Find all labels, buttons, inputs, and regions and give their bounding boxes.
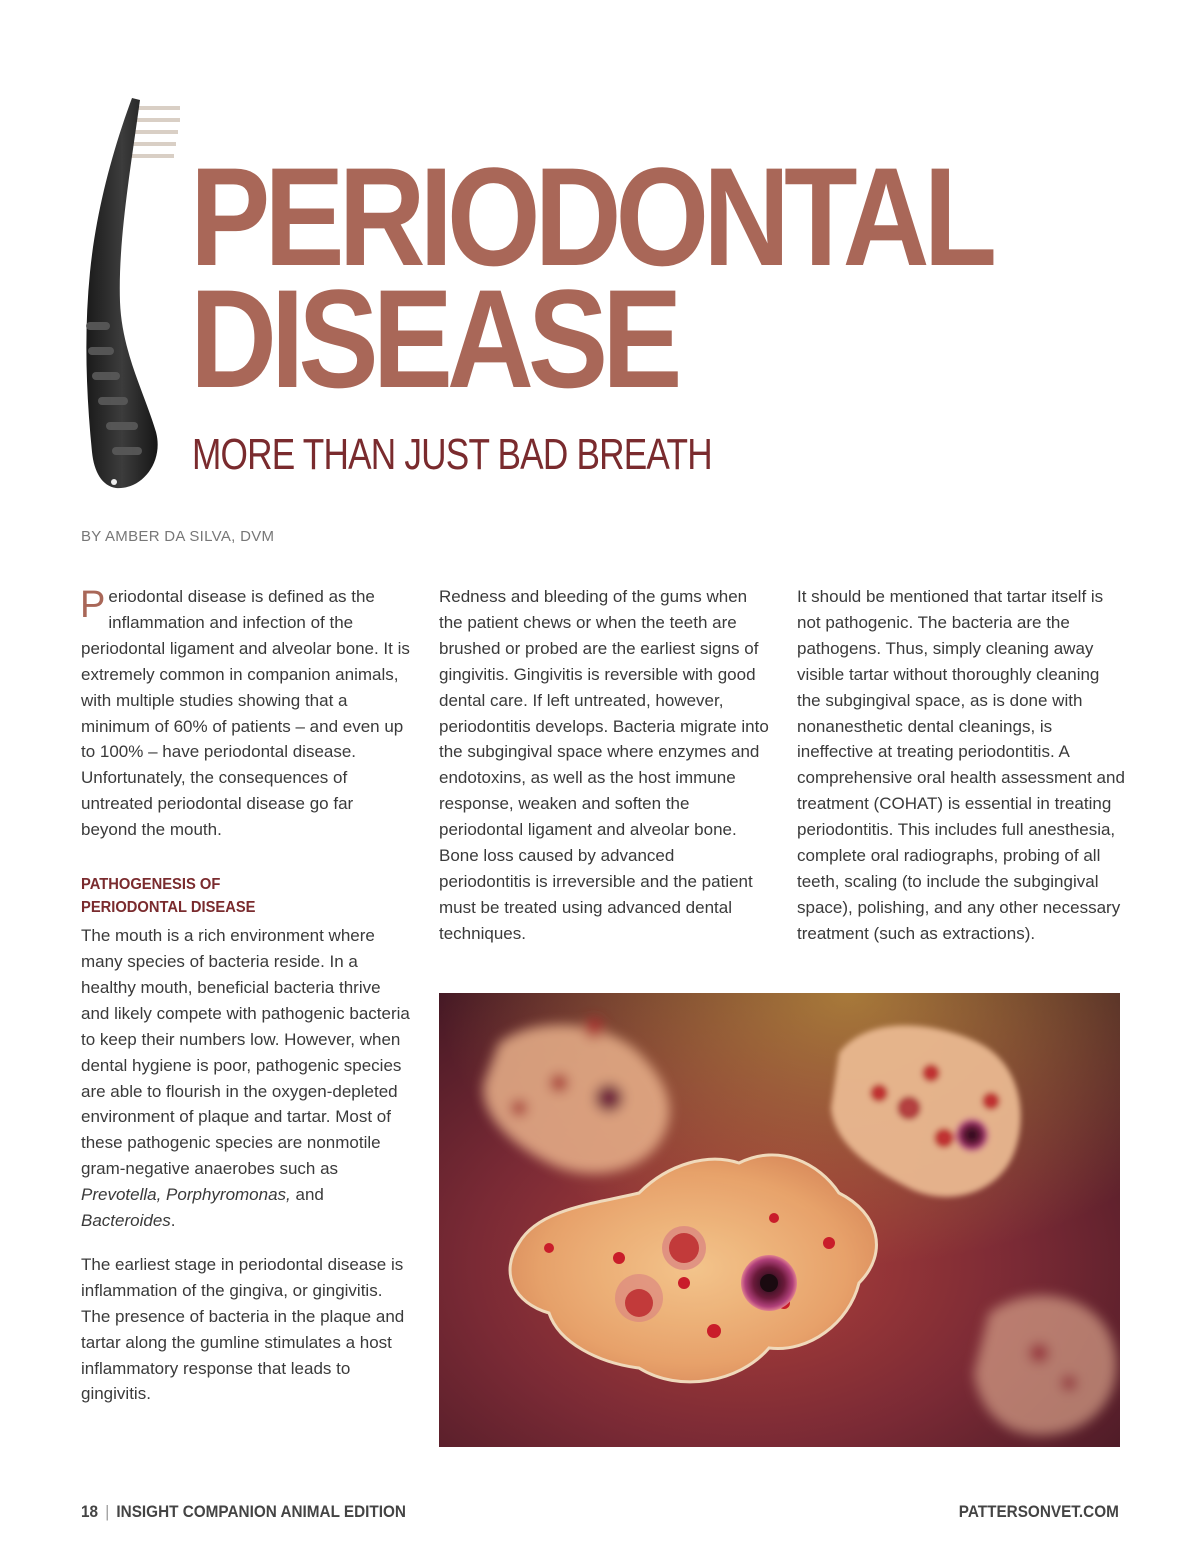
amoeba-illustration	[439, 993, 1120, 1447]
section-heading	[81, 873, 385, 919]
species-names-2: Bacteroides	[81, 1211, 171, 1231]
article-subtitle: MORE THAN JUST BAD BREATH	[192, 430, 712, 479]
pathogenesis-paragraph	[81, 923, 411, 1234]
title-line-1: PERIODONTAL	[190, 138, 992, 295]
intro-text: eriodontal disease is defined as the inflammation and infection of the periodontal ligament and alveolar bone. It is extremely common in companion animals, with multiple studies showing that a minimum of 60% of patients – and even up to 100% – have periodontal disease. Unfortunately, the consequences of untreated periodontal disease go far beyond the mouth.	[81, 587, 410, 840]
gingivitis-paragraph: The earliest stage in periodontal disease is inflammation of the gingiva, or gingivitis. The presence of bacteria in the plaque and tartar along the gumline stimulates a host inflammatory response that leads to gingivitis.	[81, 1254, 405, 1404]
species-names-1: Prevotella, Porphyromonas,	[81, 1185, 291, 1205]
period-text: .	[170, 1211, 176, 1231]
drop-cap: P	[80, 584, 106, 626]
section-heading-line-2: PERIODONTAL DISEASE	[81, 899, 256, 917]
byline: BY AMBER DA SILVA, DVM	[81, 528, 275, 545]
footer-publication	[81, 1502, 406, 1522]
column-1	[81, 584, 411, 1407]
column-3	[797, 584, 1127, 947]
toothbrush-icon	[72, 92, 192, 502]
publication-name: INSIGHT COMPANION ANIMAL EDITION	[116, 1502, 406, 1521]
and-text: and	[290, 1185, 324, 1205]
column-2-paragraph: Redness and bleeding of the gums when the patient chews or when the teeth are brushed or probed are the earliest signs of gingivitis. Gingivitis is reversible with good dental care. If left untreated, however, periodontitis develops. Bacteria migrate into the subgingival space where enzymes and endotoxins, as well as the host immune response, weaken and soften the periodontal ligament and alveolar bone. Bone loss caused by advanced periodontitis is irreversible and the patient must be treated using advanced dental techniques.	[439, 587, 769, 943]
footer-separator: |	[105, 1502, 110, 1521]
title-line-2: DISEASE	[190, 260, 677, 417]
column-3-paragraph: It should be mentioned that tartar itself is not pathogenic. The bacteria are the pathogens. Thus, simply cleaning away visible tartar without thoroughly cleaning the subgingival space, as is done with nonanesthetic dental cleanings, is ineffective at treating periodontitis. A comprehensive oral health assessment and treatment (COHAT) is essential in treating periodontitis. This includes full anesthesia, complete oral radiographs, probing of all teeth, scaling (to include the subgingival space), polishing, and any other necessary treatment (such as extractions).	[797, 587, 1125, 943]
footer-website: PATTERSONVET.COM	[958, 1502, 1119, 1521]
intro-paragraph	[81, 584, 411, 843]
column-2	[439, 584, 769, 947]
page-number: 18	[81, 1502, 99, 1521]
pathogenesis-text: The mouth is a rich environment where many species of bacteria reside. In a healthy mouth, beneficial bacteria thrive and likely compete with pathogenic bacteria to keep their numbers low. However, when dental hygiene is poor, pathogenic species are able to flourish in the oxygen-depleted environment of plaque and tartar. Most of these pathogenic species are nonmotile gram-negative anaerobes such as	[81, 926, 410, 1179]
section-heading-line-1: PATHOGENESIS OF	[81, 876, 221, 894]
article-title	[190, 138, 992, 417]
